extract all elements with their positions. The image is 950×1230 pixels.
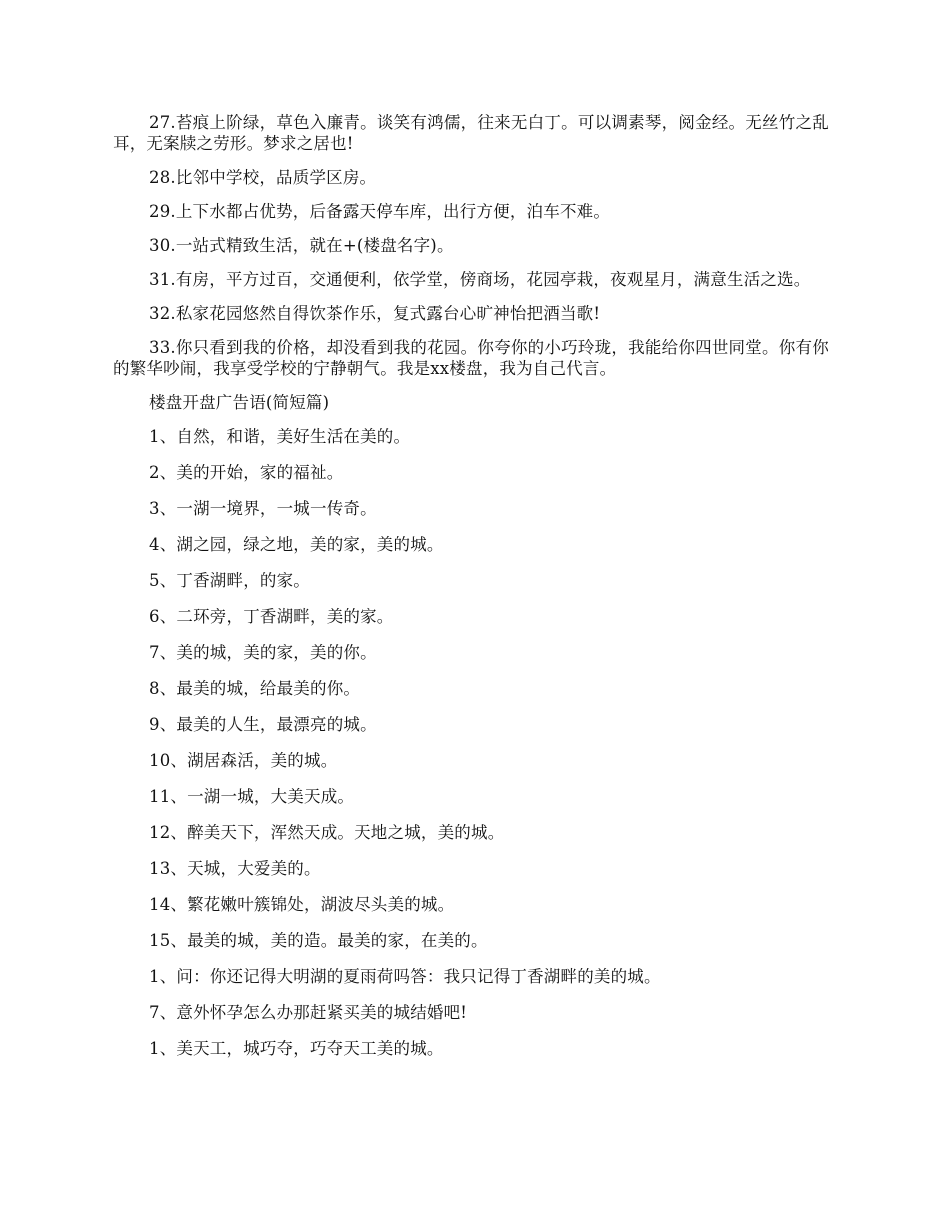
list-item: 14、繁花嫩叶簇锦处，湖波尽头美的城。 <box>149 895 455 914</box>
list-item: 1、美天工，城巧夺，巧夺天工美的城。 <box>149 1039 444 1058</box>
list-item: 13、天城，大爱美的。 <box>149 859 321 878</box>
list-item: 4、湖之园，绿之地，美的家，美的城。 <box>149 535 444 554</box>
paragraph-27: 27.苔痕上阶绿，草色入廉青。谈笑有鸿儒，往来无白丁。可以调素琴，阅金经。无丝竹之乱耳，无案牍之劳形。梦求之居也! <box>113 113 829 153</box>
list-item: 7、美的城，美的家，美的你。 <box>149 643 377 662</box>
section-heading: 楼盘开盘广告语(简短篇) <box>149 393 330 412</box>
list-item: 6、二环旁，丁香湖畔，美的家。 <box>149 607 394 626</box>
list-item: 2、美的开始，家的福祉。 <box>149 463 344 482</box>
list-item: 15、最美的城，美的造。最美的家，在美的。 <box>149 931 488 950</box>
list-item: 8、最美的城，给最美的你。 <box>149 679 361 698</box>
paragraph-29: 29.上下水都占优势，后备露天停车库，出行方便，泊车不难。 <box>149 202 611 221</box>
paragraph-31: 31.有房，平方过百，交通便利，依学堂，傍商场，花园亭栽，夜观星月，满意生活之选。 <box>149 270 811 289</box>
list-item: 10、湖居森活，美的城。 <box>149 751 338 770</box>
document-body <box>113 112 829 1074</box>
paragraph-30: 30.一站式精致生活，就在+(楼盘名字)。 <box>149 236 454 255</box>
list-item: 7、意外怀孕怎么办那赶紧买美的城结婚吧! <box>149 1003 468 1022</box>
paragraph-28: 28.比邻中学校，品质学区房。 <box>149 168 377 187</box>
list-item: 12、醉美天下，浑然天成。天地之城，美的城。 <box>149 823 505 842</box>
list-item: 9、最美的人生，最漂亮的城。 <box>149 715 377 734</box>
list-item: 1、问：你还记得大明湖的夏雨荷吗答：我只记得丁香湖畔的美的城。 <box>149 967 661 986</box>
paragraph-32: 32.私家花园悠然自得饮茶作乐，复式露台心旷神怡把酒当歌! <box>149 304 601 323</box>
slogan-list <box>113 426 829 1059</box>
list-item: 1、自然，和谐，美好生活在美的。 <box>149 427 411 446</box>
paragraph-33: 33.你只看到我的价格，却没看到我的花园。你夸你的小巧玲珑，我能给你四世同堂。你有你的繁华吵闹，我享受学校的宁静朝气。我是xx楼盘，我为自己代言。 <box>113 338 829 378</box>
list-item: 5、丁香湖畔，的家。 <box>149 571 310 590</box>
list-item: 3、一湖一境界，一城一传奇。 <box>149 499 377 518</box>
list-item: 11、一湖一城，大美天成。 <box>149 787 355 806</box>
